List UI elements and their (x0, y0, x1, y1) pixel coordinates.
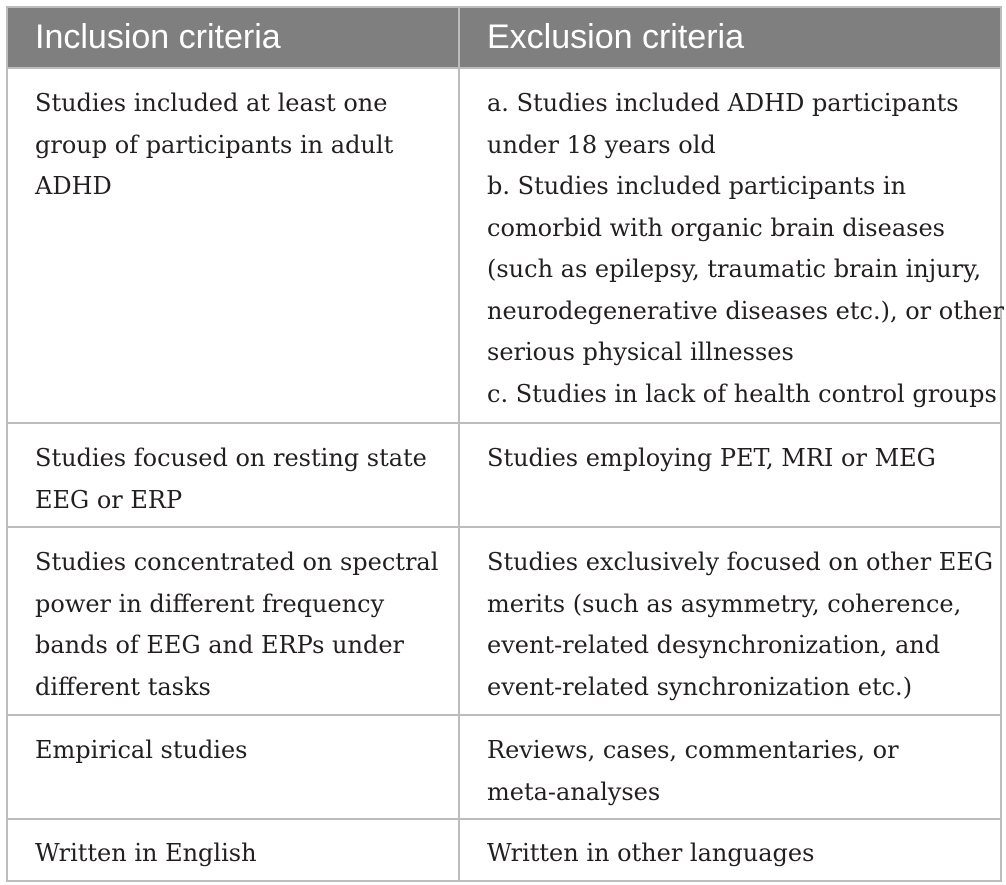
cell-line: different tasks (35, 672, 211, 701)
cell-line: bands of EEG and ERPs under (35, 631, 404, 659)
exclusion-cell (459, 68, 1004, 423)
cell-line: power in different frequency (35, 589, 385, 618)
exclusion-cell (459, 819, 1001, 881)
cell-line: Studies included at least one (35, 89, 388, 117)
criteria-table (6, 6, 1002, 882)
cell-line: comorbid with organic brain diseases (487, 213, 945, 242)
exclusion-cell (459, 715, 1001, 819)
cell-line: b. Studies included participants in (487, 172, 907, 200)
cell-line: Studies focused on resting state (35, 444, 427, 472)
cell-line: c. Studies in lack of health control groups (487, 379, 997, 408)
cell-line: Studies exclusively focused on other EEG (487, 548, 994, 576)
table-row (7, 715, 1001, 819)
table-row (7, 68, 1001, 423)
inclusion-cell (7, 527, 459, 715)
cell-line: event-related desynchronization, and (487, 631, 941, 659)
header-row (7, 7, 1001, 68)
inclusion-cell (7, 819, 459, 881)
cell-line: EEG or ERP (35, 485, 183, 514)
inclusion-header: Inclusion criteria (7, 7, 459, 68)
table-row (7, 423, 1001, 527)
inclusion-cell (7, 423, 459, 527)
inclusion-cell (7, 715, 459, 819)
cell-line: merits (such as asymmetry, coherence, (487, 589, 962, 618)
table-row (7, 819, 1001, 881)
cell-line: Studies employing PET, MRI or MEG (487, 444, 936, 472)
table-row (7, 527, 1001, 715)
cell-line: under 18 years old (487, 130, 716, 159)
exclusion-header: Exclusion criteria (459, 7, 1001, 68)
cell-line: Reviews, cases, commentaries, or (487, 736, 899, 764)
cell-line: ADHD (35, 172, 112, 200)
exclusion-cell (459, 423, 1001, 527)
cell-line: Empirical studies (35, 736, 248, 764)
cell-line: meta-analyses (487, 777, 661, 806)
inclusion-cell (7, 68, 459, 423)
cell-line: neurodegenerative diseases etc.), or other (487, 296, 1004, 325)
cell-line: a. Studies included ADHD participants (487, 89, 959, 117)
cell-line: serious physical illnesses (487, 338, 794, 366)
cell-line: group of participants in adult (35, 130, 394, 159)
cell-line: Written in English (35, 839, 257, 867)
cell-line: Written in other languages (487, 839, 815, 867)
cell-line: event-related synchronization etc.) (487, 672, 913, 701)
cell-line: (such as epilepsy, traumatic brain injury, (487, 255, 982, 283)
cell-line: Studies concentrated on spectral (35, 548, 439, 576)
exclusion-cell (459, 527, 1001, 715)
